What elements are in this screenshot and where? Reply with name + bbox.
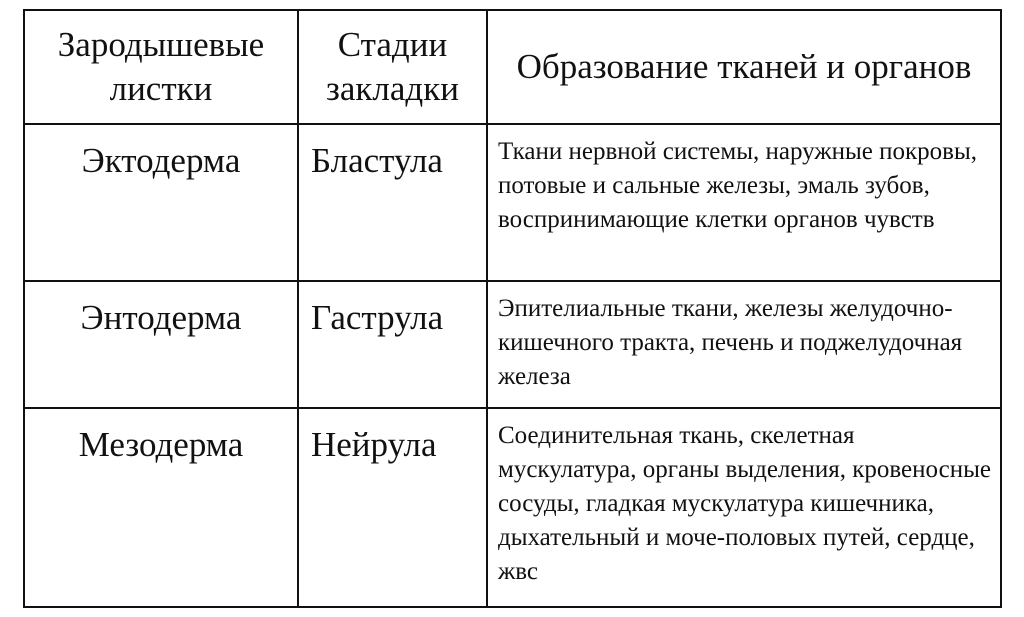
stage-cell: Гаструла (298, 281, 487, 408)
table-header-row (24, 10, 1001, 124)
organs-cell: Ткани нервной системы, наружные покровы, потовые и сальные железы, эмаль зубов, воспринимающие клетки органов чувств (487, 124, 1001, 281)
germ-layer-cell: Энтодерма (24, 281, 298, 408)
stage-cell: Нейрула (298, 408, 487, 607)
header-tissues-organs: Образование тканей и органов (487, 10, 1001, 124)
table-row (24, 408, 1001, 607)
header-germ-layers: Зародышевые листки (24, 10, 298, 124)
stage-cell: Бластула (298, 124, 487, 281)
header-stages: Стадии закладки (298, 10, 487, 124)
germ-layer-cell: Эктодерма (24, 124, 298, 281)
germ-layer-cell: Мезодерма (24, 408, 298, 607)
germ-layers-table (23, 9, 1002, 608)
organs-cell: Эпителиальные ткани, железы желудочно-кишечного тракта, печень и поджелудочная железа (487, 281, 1001, 408)
table-row (24, 281, 1001, 408)
table-row (24, 124, 1001, 281)
organs-cell: Соединительная ткань, скелетная мускулатура, органы выделения, кровеносные сосуды, гладкая мускулатура кишечника, дыхательный и моче-половых путей, сердце, жвс (487, 408, 1001, 607)
